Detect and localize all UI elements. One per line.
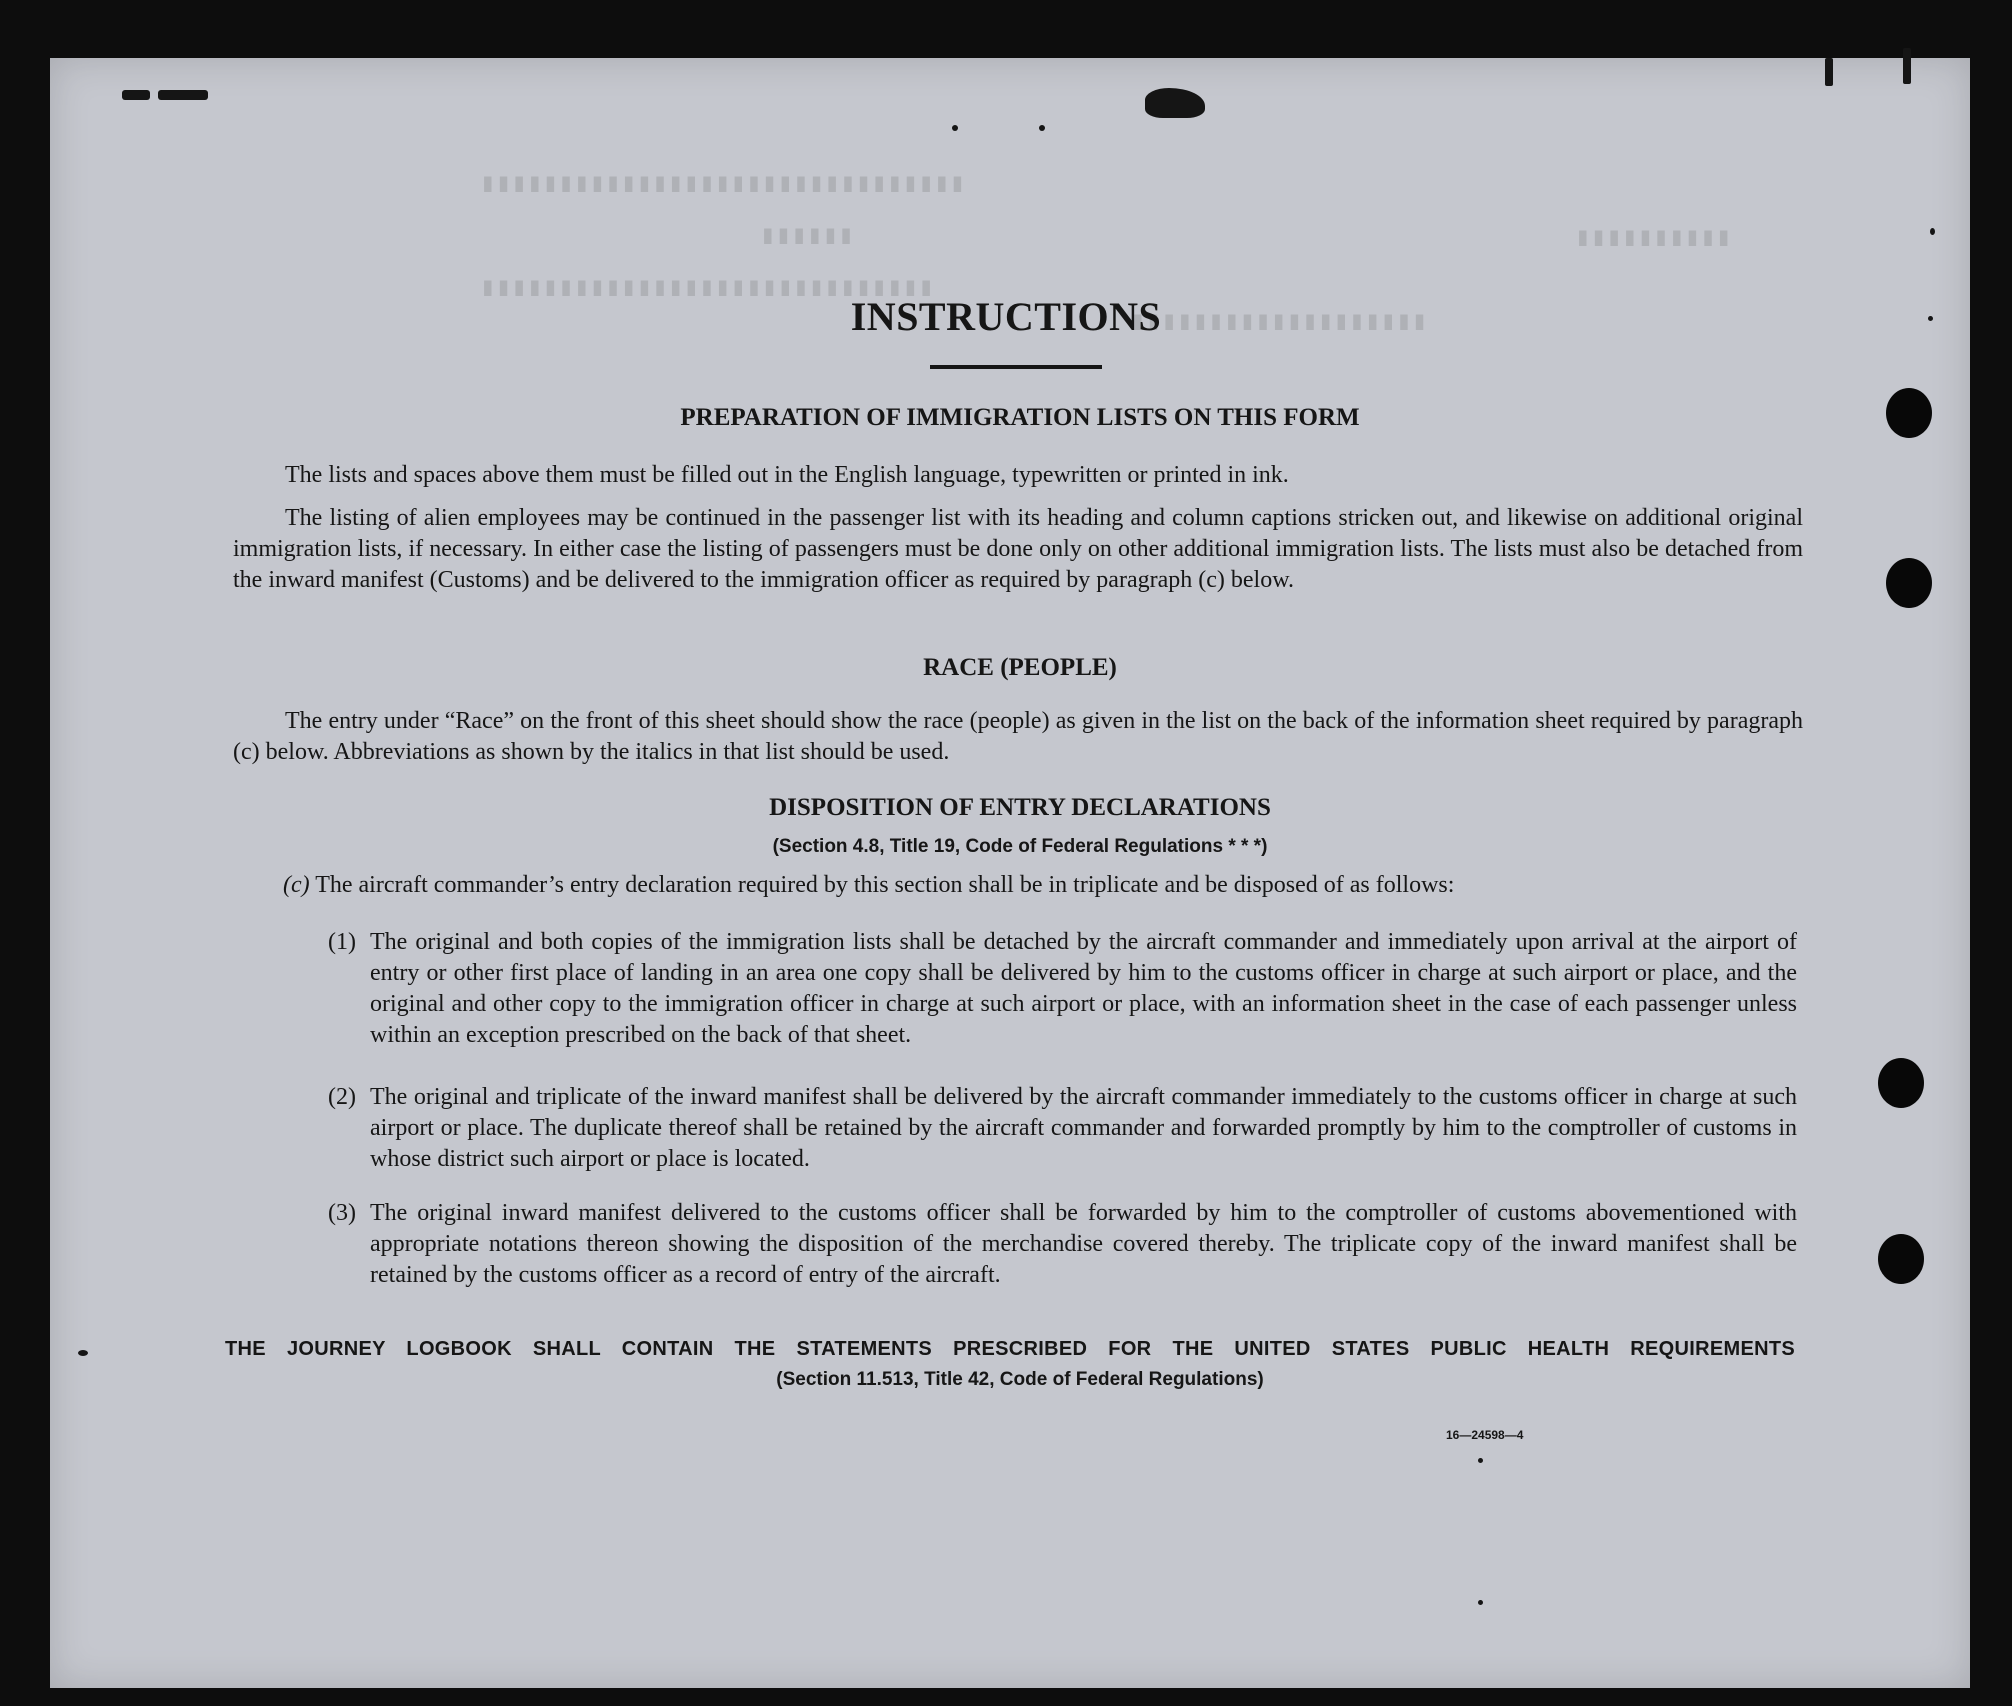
- disposition-intro: [283, 870, 1803, 901]
- title-underline: [930, 365, 1102, 369]
- footer-statement: THE JOURNEY LOGBOOK SHALL CONTAIN THE STATEMENTS PRESCRIBED FOR THE UNITED STATES PUBLIC HEALTH REQUIREMENTS: [225, 1338, 1795, 1360]
- race-para-text: The entry under “Race” on the front of this sheet should show the race (people) as given in the list on the back of the information sheet required by paragraph (c) below. Abbreviations as shown by the italics in that list should be used.: [233, 708, 1803, 765]
- item-number: (3): [328, 1200, 356, 1226]
- section-heading-disposition: DISPOSITION OF ENTRY DECLARATIONS: [769, 794, 1271, 821]
- section-heading-race: RACE (PEOPLE): [923, 654, 1117, 681]
- footer-citation: (Section 11.513, Title 42, Code of Federal Regulations): [776, 1369, 1264, 1390]
- preparation-para-1: [233, 460, 1803, 491]
- item-text: The original inward manifest delivered to the customs officer shall be forwarded by him to the comptroller of customs abovementioned with appropriate notations thereon showing the disposition of the merchandise covered thereby. The triplicate copy of the inward manifest shall be retained by the customs officer as a record of entry of the aircraft.: [370, 1200, 1797, 1288]
- disposition-item-1: [328, 927, 1797, 1051]
- bleed-through-text: ▮▮▮▮▮▮▮▮▮▮: [1575, 223, 1732, 253]
- preparation-para-1-text: The lists and spaces above them must be filled out in the English language, typewritten or printed in ink.: [285, 462, 1289, 488]
- bleed-through-text: ▮▮▮▮▮▮▮▮▮▮▮▮▮▮▮▮▮▮▮▮▮▮▮▮▮▮▮▮▮: [480, 273, 934, 303]
- bleed-through-text: ▮▮▮▮▮▮▮▮▮▮▮▮▮▮▮▮▮▮▮: [1130, 307, 1428, 337]
- item-number: (2): [328, 1084, 356, 1110]
- race-para: [233, 706, 1803, 768]
- item-number: (1): [328, 929, 356, 955]
- form-number: 16—24598—4: [1446, 1428, 1524, 1442]
- bleed-through-text: ▮▮▮▮▮▮: [760, 221, 854, 251]
- section-subheading-disposition: (Section 4.8, Title 19, Code of Federal Regulations * * *): [772, 836, 1268, 857]
- section-heading-preparation: PREPARATION OF IMMIGRATION LISTS ON THIS FORM: [680, 404, 1360, 431]
- disposition-item-2: [328, 1082, 1797, 1175]
- disposition-item-3: [328, 1198, 1797, 1291]
- item-text: The original and triplicate of the inward manifest shall be delivered by the aircraft commander immediately to the customs officer in charge at such airport or place. The duplicate thereof shall be retained by the aircraft commander and forwarded promptly by him to the comptroller of customs in whose district such airport or place is located.: [370, 1084, 1797, 1172]
- preparation-para-2: [233, 503, 1803, 596]
- item-text: The original and both copies of the immigration lists shall be detached by the aircraft commander and immediately upon arrival at the airport of entry or other first place of landing in an area one copy shall be delivered by him to the customs officer in charge at such airport or place, and the original and other copy to the immigration officer in charge at such airport or place, with an information sheet in the case of each passenger unless within an exception prescribed on the back of that sheet.: [370, 929, 1797, 1048]
- disposition-intro-text: The aircraft commander’s entry declaration required by this section shall be in triplicate and be disposed of as follows:: [315, 872, 1455, 898]
- preparation-para-2-text: The listing of alien employees may be continued in the passenger list with its heading and column captions stricken out, and likewise on additional original immigration lists, if necessary. In either case the listing of passengers must be done only on other additional immigration lists. The lists must also be detached from the inward manifest (Customs) and be delivered to the immigration officer as required by paragraph (c) below.: [233, 505, 1803, 593]
- disposition-intro-label: (c): [283, 872, 310, 898]
- bleed-through-text: ▮▮▮▮▮▮▮▮▮▮▮▮▮▮▮▮▮▮▮▮▮▮▮▮▮▮▮▮▮▮▮: [480, 169, 966, 199]
- page-title: INSTRUCTIONS: [850, 294, 1162, 339]
